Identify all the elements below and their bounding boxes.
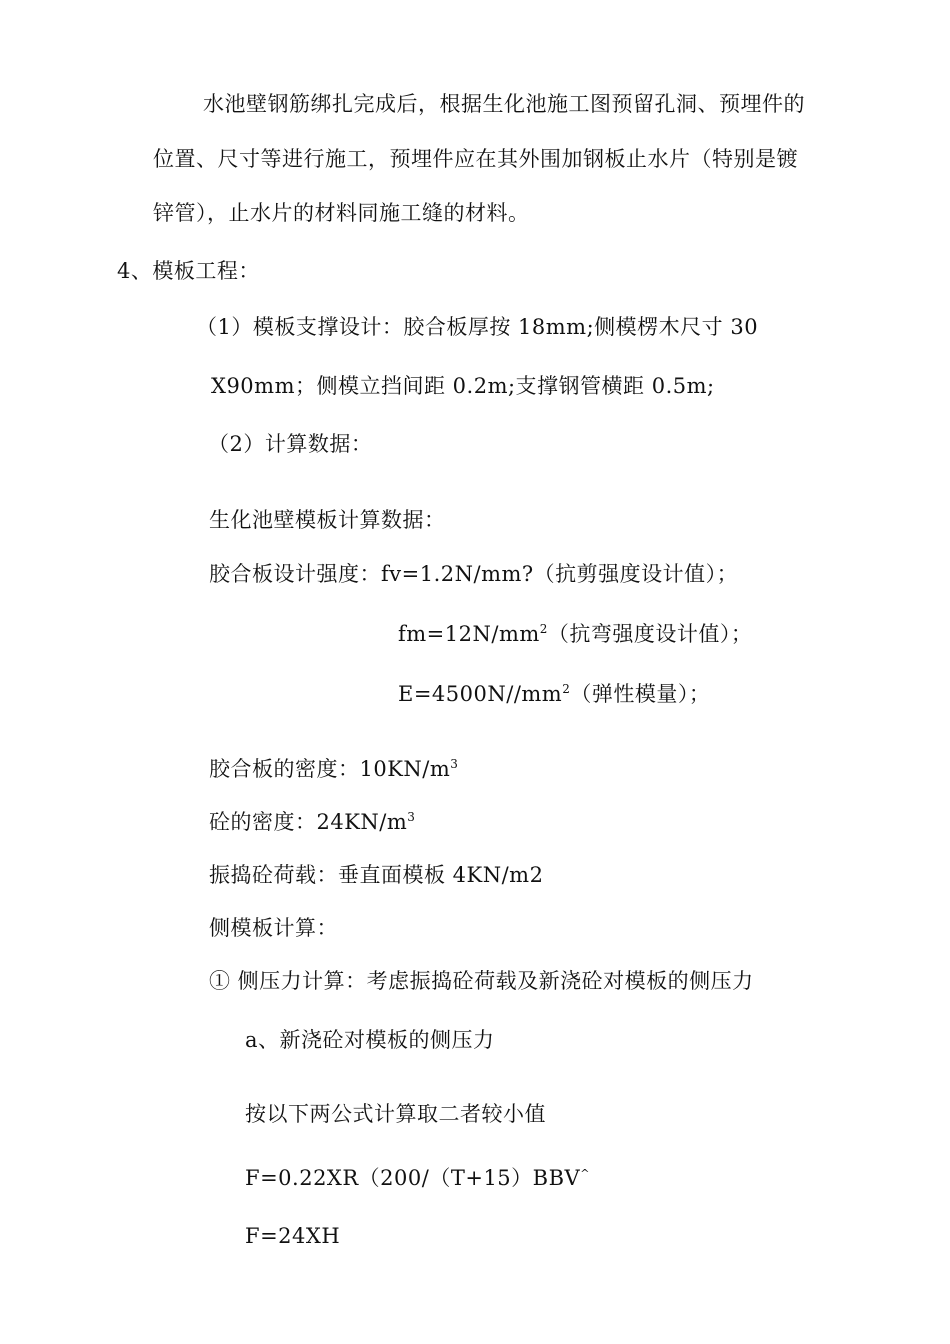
paragraph-line: 位置、尺寸等进行施工，预埋件应在其外围加钢板止水片（特别是镀 xyxy=(153,147,798,171)
item-line: X90mm；侧模立挡间距 0.2m;支撑钢管横距 0.5m; xyxy=(211,374,715,398)
concrete-density: 砼的密度：$24KN/m^3$ xyxy=(209,810,416,834)
formula-2: F=24XH xyxy=(245,1224,341,1248)
paragraph-line: 水池壁钢筋绑扎完成后，根据生化池施工图预留孔洞、预埋件的 xyxy=(203,92,805,116)
item-heading: （2）计算数据： xyxy=(208,432,373,456)
lateral-pressure-item: ① 侧压力计算：考虑振捣砼荷载及新浇砼对模板的侧压力 xyxy=(209,969,754,993)
vibration-load: 振捣砼荷载：垂直面模板 4KN/m2 xyxy=(209,863,544,887)
section-heading: 4、模板工程： xyxy=(117,259,260,283)
calc-title: 生化池壁模板计算数据： xyxy=(209,508,446,532)
sub-item-a: a、新浇砼对模板的侧压力 xyxy=(245,1028,495,1052)
formula-1: F=0.22XR（200/（T+15）BBV^ xyxy=(245,1166,590,1190)
item-line: （1）模板支撑设计：胶合板厚按 18mm;侧模楞木尺寸 30 xyxy=(196,315,759,339)
side-form-calc: 侧模板计算： xyxy=(209,916,338,940)
paragraph-line: 锌管），止水片的材料同施工缝的材料。 xyxy=(153,201,530,225)
plywood-density: 胶合板的密度：$10KN/m^3$ xyxy=(209,757,459,781)
formula-intro: 按以下两公式计算取二者较小值 xyxy=(245,1102,546,1126)
strength-fm: $fm=12N/mm^2$（抗弯强度设计值）； xyxy=(398,622,753,646)
elastic-modulus: $E=4500N//mm^2$（弹性模量）； xyxy=(398,682,711,706)
strength-fv: 胶合板设计强度：fv=1.2N/mm?（抗剪强度设计值）； xyxy=(209,562,739,586)
